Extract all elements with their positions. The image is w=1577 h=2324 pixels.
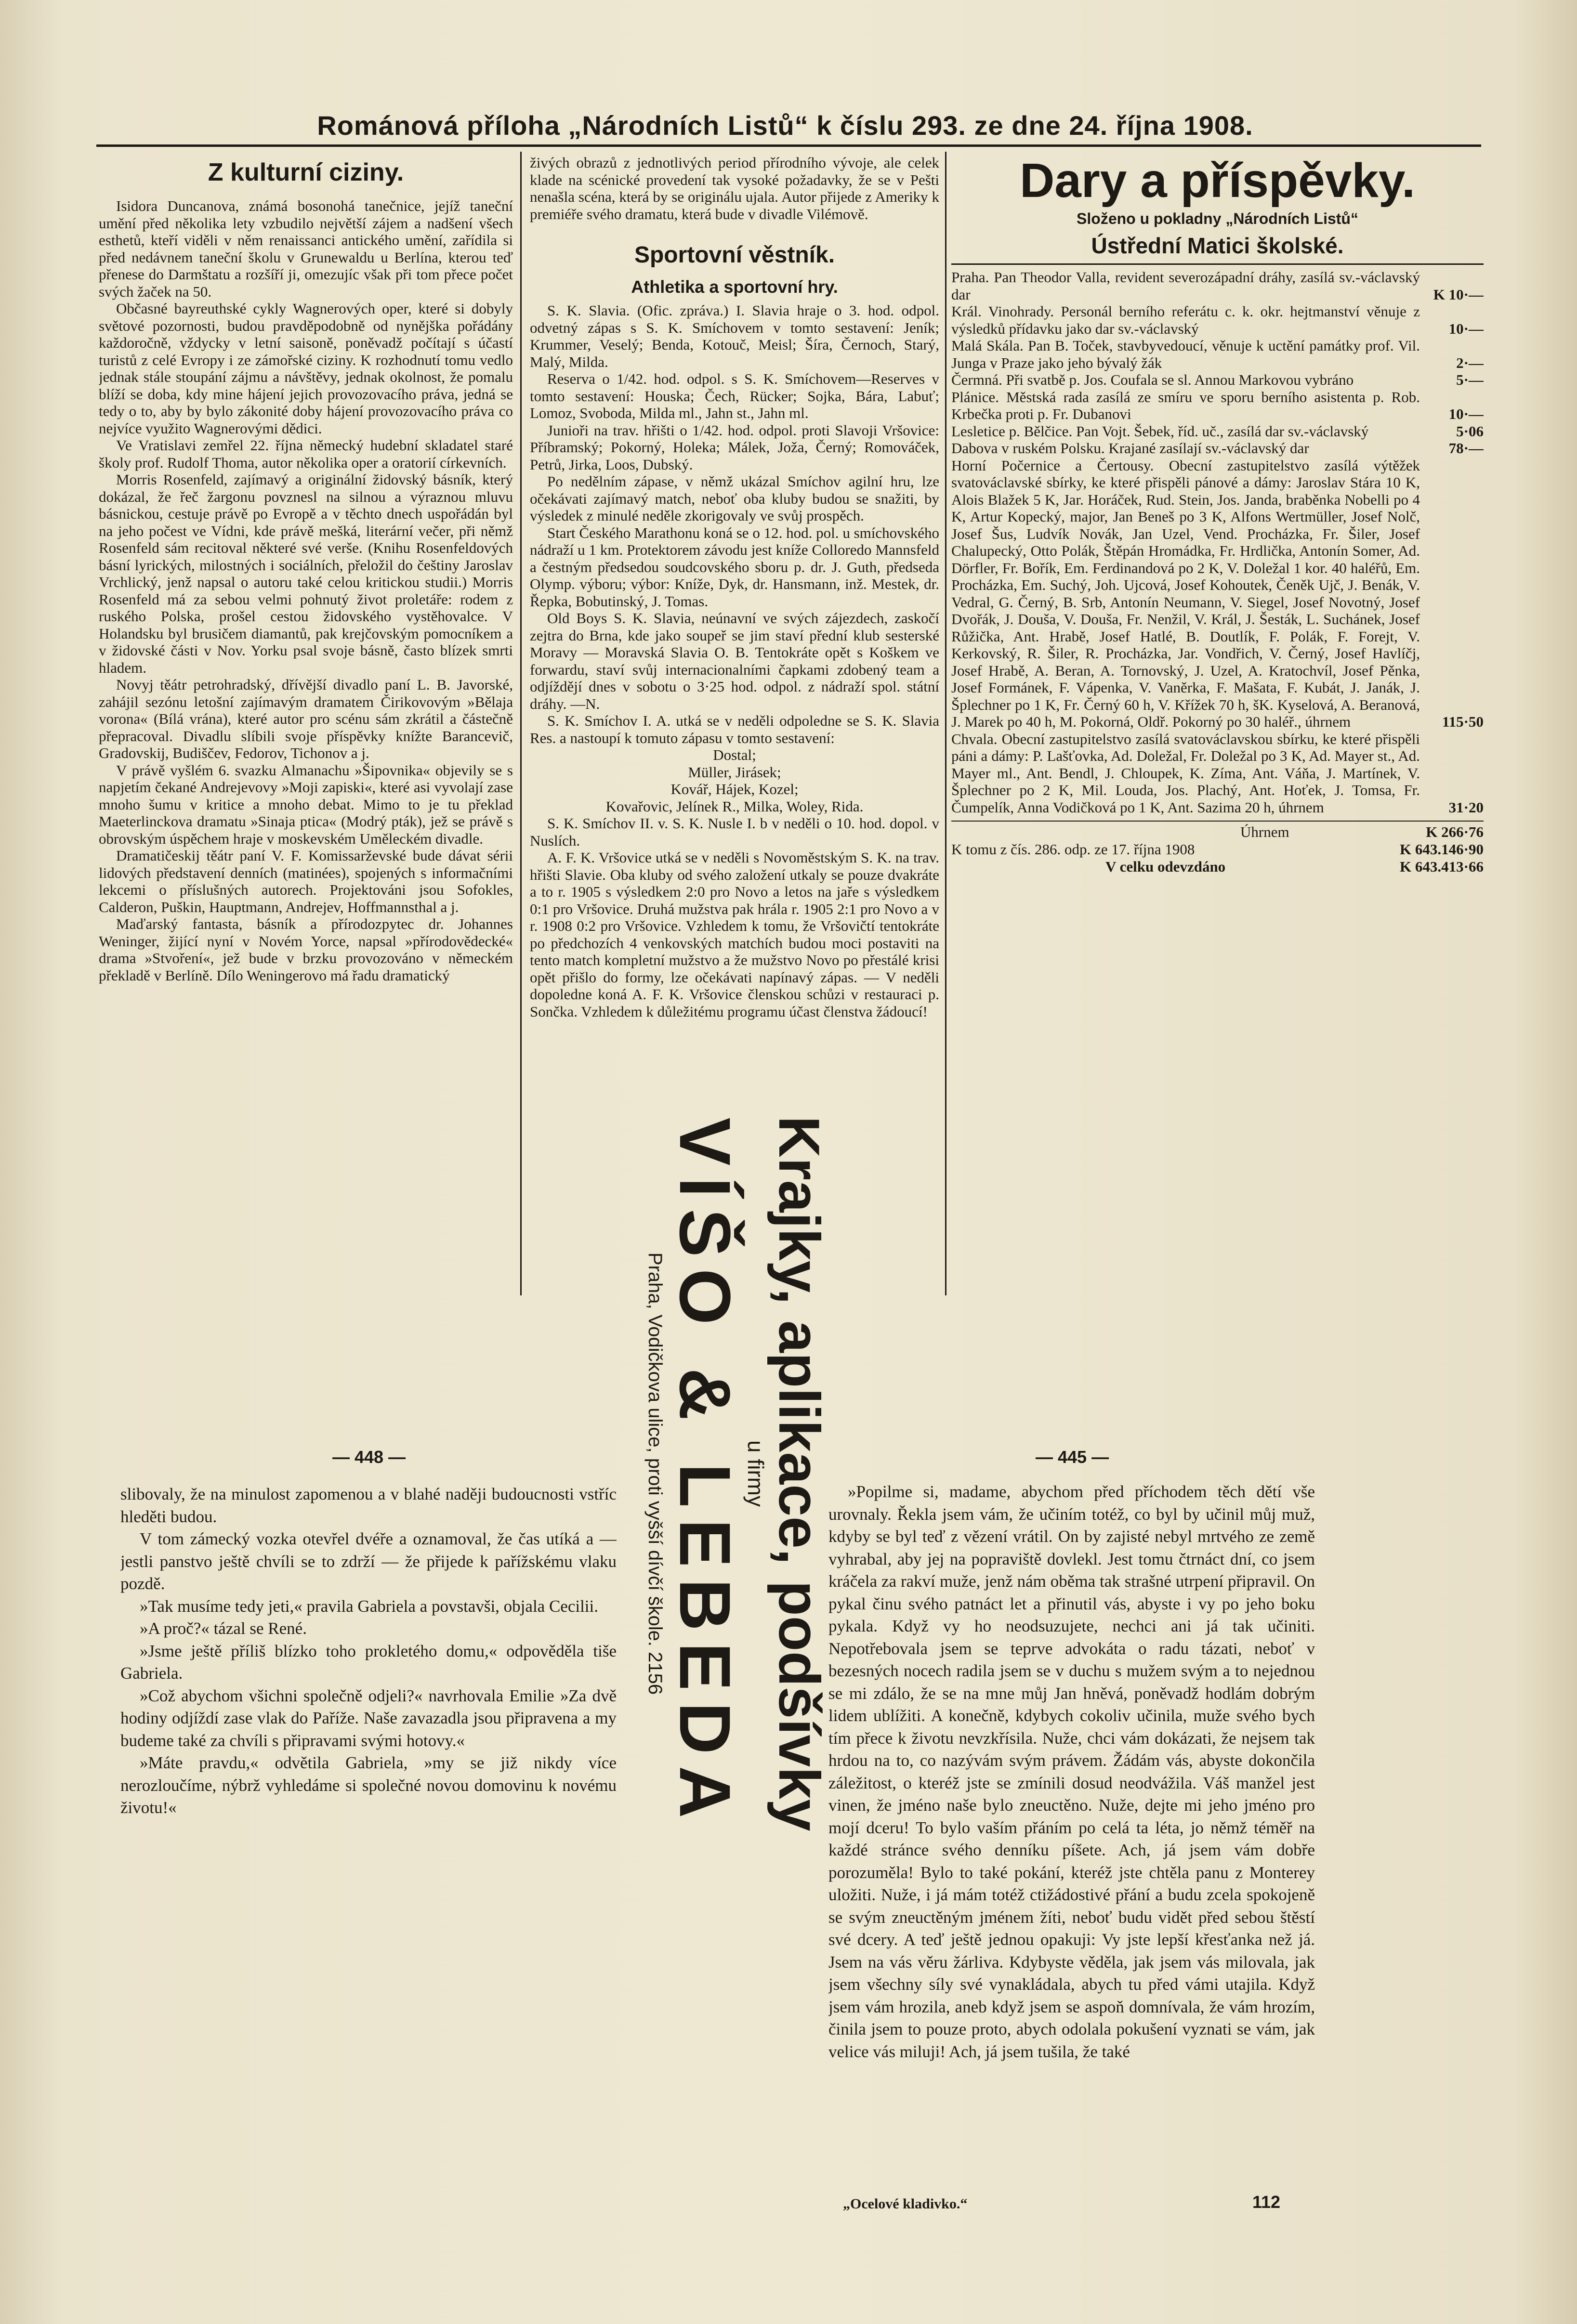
donation-amount: 115·50 [1442,713,1484,730]
kulturni-text [99,197,513,984]
advertisement-text [644,1116,830,1831]
column-rule [945,152,946,1295]
section-title-dary: Dary a příspěvky. [1020,154,1415,208]
dary-list [951,269,1484,816]
paragraph: V tom zámecký vozka otevřel dvéře a oznamoval, že čas utíká a — jestli panstvo ještě chvíli se to zdrží — že přijede k pařížskému vlaku pozdě. [120,1529,617,1593]
total-label: Úhrnem [1240,823,1289,840]
page-number-left: — 448 — [332,1447,406,1467]
lineup-line: Kovář, Hájek, Kozel; [670,781,799,797]
donation-amount: 2·— [1456,354,1484,371]
donation-entry [951,269,1484,303]
donation-entry [951,303,1484,337]
ad-line: u firmy [743,1440,768,1507]
right-page-story [828,1481,1315,2189]
paragraph: »Máte pravdu,« odvětila Gabriela, »my se již nikdy více nerozloučíme, nýbrž vyhledáme si společné novou domovinu k novému životu!« [120,1753,617,1817]
donation-text: Král. Vinohrady. Personál berního referátu c. k. okr. hejtmanství věnuje z výsledků přídavku jako dar sv.-václavský [951,303,1420,337]
donation-text: Lesletice p. Bělčice. Pan Vojt. Šebek, říd. uč., zasílá dar sv.-václavský [951,422,1369,440]
masthead: Románová příloha „Národních Listů“ k číslu 293. ze dne 24. října 1908. [317,110,1253,141]
dary-recipient: Ústřední Matici školské. [1091,233,1344,258]
previous-row [951,841,1484,858]
paragraph: Junioři na trav. hřišti o 1/42. hod. odpol. proti Slavoji Vršovice: Příbramský; Pokorný, Holeka; Málek, Joža, Černý; Romováček, Petrů, Jirka, Loos, Dubský. [530,421,939,473]
donation-entry [951,457,1484,731]
paragraph: »Jsme ještě příliš blízko toho prokletého domu,« odpověděla tiše Gabriela. [120,1641,617,1683]
section-subtitle-sport: Athletika a sportovní hry. [631,277,838,297]
donation-text: Plánice. Městská rada zasílá ze smíru ve sporu berního asistenta p. Rob. Krbečka proti p. Fr. Dubanovi [951,388,1420,422]
donation-text: Malá Skála. Pan B. Toček, stavbyvedoucí, věnuje k uctění památky prof. Vil. Junga v Praze jako jeho bývalý žák [951,337,1420,371]
donation-text: Dabova v ruském Polsku. Krajané zasílají sv.-václavský dar [951,440,1309,457]
paragraph: »A proč?« tázal se René. [140,1619,307,1638]
column-kulturni [99,154,513,1295]
lineup-line: Kovařovic, Jelínek R., Milka, Woley, Rida. [605,797,864,815]
left-page-story [120,1483,617,1868]
previous-amount: K 643.146·90 [1400,841,1484,858]
paragraph: Isidora Duncanova, známá bosonohá tanečnice, jejíž taneční umění před několika lety vzbudilo největší zájem a nadšení všech esthetů, kteří viděli v něm renaissanci antického umění, zařídila si před nedávnem taneční školu v Grunewaldu u Berlína, kterou teď přenese do Darmštatu a rozšíří ji, omezujíc však při tom přece počet svých žaček na 50. [99,197,513,300]
column-rule [520,152,522,1295]
lineup [530,746,939,815]
sport-intro [530,154,939,222]
paragraph: Reserva o 1/42. hod. odpol. s S. K. Smíchovem—Reserves v tomto sestavení: Houska; Čech, Rücker; Sojka, Bára, Labuť; Lomoz, Svoboda, Milda ml., Jahn st., Jahn ml. [530,370,939,421]
paragraph: Maďarský fantasta, básník a přírodozpytec dr. Johannes Weninger, žijící nyní v Novém Yorce, napsal »přírodovědecké« drama »Stvoření«, jež bude v brzku provozováno v německém překladě v Berlíně. Dílo Weningerovo má řadu dramatický [99,915,513,984]
ad-code: 2156 [644,1652,666,1695]
paragraph: slibovaly, že na minulost zapomenou a v blahé naději budoucnosti vstříc hleděti budou. [120,1485,617,1526]
paragraph: živých obrazů z jednotlivých period přírodního vývoje, ale celek klade na scénické provedení tak vysoké požadavky, že se v Pešti nenašla scéna, která by se originálu ujala. Autor přijede z Ameriky k premiéře svého dramatu, která bude v divadle Vilémově. [530,154,939,222]
masthead-rule [96,144,1481,147]
donation-text: Chvala. Obecní zastupitelstvo zasílá svatováclavskou sbírku, ke které přispěli páni a dámy: P. Lašťovka, Ad. Doležal, Fr. Doležal po 3 K, Ad. Mayer st., Ad. Mayer ml., Ant. Bendl, J. Chloupek, K. Zíma, Ant. Váňa, J. Martínek, V. Šplechner po 2 K, Mil. Louda, Jos. Plachý, Ant. Hoťek, J. Tomsa, Fr. Čumpelík, Anna Vodičková po 1 K, Ant. Sazima 20 h, úhrnem [951,730,1420,816]
donation-amount: 5·— [1456,371,1484,388]
paragraph: A. F. K. Vršovice utká se v neděli s Novoměstským S. K. na trav. hřišti Slavie. Oba kluby od svého založení utkaly se pouze dvakráte a to r. 1905 s výsledkem 2:0 pro Novo a letos na jaře s výsledkem 0:1 pro Vršovice. Druhá mužstva pak hrála r. 1905 2:1 pro Novo a v r. 1908 0:2 pro Vršovice. Vzhledem k tomu, že Vršovičtí tentokráte po předchozích 4 venkovských matchích budou moci postaviti na tento match kompletní mužstvo a že mužstvo Novo po přestálé krisi opět přišlo do formy, lze očekávati napínavý zápas. — V neděli dopoledne koná A. F. K. Vršovice členskou schůzi v restauraci p. Sončka. Vzhledem k důležitému programu účast členstva žádoucí! [530,849,939,1020]
grand-total-amount: K 643.413·66 [1400,858,1484,875]
ad-brand: VÍŠO & LEBEDA [665,1117,746,1830]
dary-subtitle: Složeno u pokladny „Národních Listů“ [1077,210,1358,227]
advertisement [641,896,833,2051]
story-footer-title: „Ocelové kladivko.“ [843,2196,968,2212]
lineup-line: Müller, Jirásek; [688,763,781,781]
dary-totals [951,821,1484,875]
ad-address: Praha, Vodičkova ulice, proti vyšší dívčí škole. 2156 [644,1252,666,1695]
section-title-sport: Sportovní věstník. [634,242,835,268]
paragraph: Start Českého Marathonu koná se o 12. hod. pol. u smíchovského nádraží u 1 km. Protektorem závodu jest kníže Colloredo Mannsfeld a čestným předsedou soudcovského sboru p. dr. J. Guth, předseda Olymp. výboru; výbor: Kníže, Dyk, dr. Hansmann, inž. Mestek, dr. Řepka, Bobutinský, J. Tomas. [530,524,939,610]
donation-text: Horní Počernice a Čertousy. Obecní zastupitelstvo zasílá výtěžek svatováclavské sbírky, ke které přispěli pánové a dámy: Jaroslav Stára 10 K, Alois Blažek 5 K, Jar. Horáček, Rud. Stein, Jos. Janda, braběnka Nobelli po 4 K, Artur Kopecký, major, Jan Beneš po 3 K, Alfons Wertmüller, Josef Nolč, Josef Šus, Ludvík Novák, Jan Uzel, Vend. Procházka, Fr. Šiler, Josef Chalupecký, Otto Polák, Štěpán Hromádka, Fr. Hrdlička, Antonín Somer, Ad. Dörfler, Fr. Bořík, Em. Ferdinandová po 2 K, V. Doležal 1 kor. 40 haléřů, Em. Procházka, Em. Suchý, Joh. Ujcová, Josef Kohoutek, Čeněk Ujč, J. Benák, V. Vedral, G. Černý, B. Srb, Antonín Neumann, V. Siegel, Josef Novotný, Josef Dvořák, J. Douša, V. Douša, Fr. Nenžil, V. Král, J. Šesták, L. Suchánek, Josef Růžička, Ant. Hrabě, Josef Hatlé, B. Doutlík, F. Polák, F. Forejt, V. Kerkovský, R. Šiler, R. Procházka, Jar. Vondřich, V. Černý, Josef Havlíčj, Josef Hrabě, A. Beran, A. Tornovský, J. Uzel, A. Kratochvíl, Josef Pěnka, Josef Formánek, F. Vápenka, V. Vaněrka, F. Mašata, F. Kubát, J. Janák, J. Šplechner po 1 K, Fr. Černý 60 h, V. Křížek 70 h, šK. Kyselová, A. Beranová, J. Marek po 40 h, M. Pokorná, Oldř. Pokorný po 30 haléř., úhrnem [951,457,1420,730]
page-number-right: — 445 — [1036,1447,1109,1467]
total-row [951,823,1484,841]
paragraph: Občasné bayreuthské cykly Wagnerových oper, které si dobyly světové pozornosti, budou pravděpodobně od nynějška pořádány každoročně, vždycky v letní saisoně, poněvadž počítají s účastí turistů z celé Evropy i ze zámořské ciziny. K rozhodnutí tomu vedlo jednak stále stoupání zájmu a návštěvy, jednak okolnost, že pomalu blíží se doba, kdy mine hájení jejich provozovacího práva, jedná se tedy o to, aby by bylo zákonité doby hájení provozovacího práva co nejvíce využito Wagnerovými dědici. [99,300,513,437]
donation-entry [951,731,1484,816]
donation-entry [951,440,1484,457]
donation-entry [951,423,1484,440]
paragraph: Po nedělním zápase, v němž ukázal Smíchov agilní hru, lze očekávati zajímavý match, neboť oba kluby budou se snažiti, by výsledek z minulé neděle zkorigovaly ve svůj prospěch. [530,473,939,524]
grand-total-label: V celku odevzdáno [1105,858,1226,875]
paragraph: Novyj těátr petrohradský, dřívější divadlo paní L. B. Javorské, zahájil sezónu letošní zajímavým dramatem Čirikovovým »Bělaja vorona« (Bílá vrána), které autor pro scénu sám zkrátil a částečně přepracoval. Divadlu slíbili svoje příspěvky knížte Barancevič, Gradovskij, Budiščev, Fedorov, Tichonov a j. [99,676,513,761]
paragraph: S. K. Slavia. (Ofic. zpráva.) I. Slavia hraje o 3. hod. odpol. odvetný zápas s S. K. Smíchovem v tomto sestavení: Jeník; Krummer, Veselý; Benda, Kotouč, Meisl; Šíra, Černoch, Starý, Malý, Milda. [530,302,939,370]
section-title-kulturni: Z kulturní ciziny. [208,158,404,186]
ad-line: Krajky, aplikace, podšívky [767,1116,831,1831]
donation-text: Čermná. Při svatbě p. Jos. Coufala se sl. Annou Markovou vybráno [951,371,1354,388]
paragraph: V právě vyšlém 6. svazku Almanachu »Šipovnika« objevily se s napjetím čekané Andrejevovy »Moji zapiski«, které asi vyvolají zase mnoho šumu v kritice a mnoho debat. Mimo to je tu překlad Maeterlinckova dramatu »Sinaja ptica« (Modrý pták), jež se právě s obrovským úspěchem hraje v moskevském Uměleckém divadle. [99,761,513,847]
paragraph: »Popilme si, madame, abychom před příchodem těch dětí vše urovnaly. Řekla jsem vám, že učiním totéž, co byl by učinil můj muž, kdyby se byl teď z vězení vrátil. On by zajisté nebyl mrtvého ze země vyhrabal, aby jej na popraviště dovlekl. Jest tomu čtrnáct dní, co jsem kráčela za rakví muže, jenž nám oběma tak strašné utrpení připravil. On pykal činu svého patnáct let a přinutil vás, abyste i vy po jeho boku pykala. Když vy ho neodsuzujete, nechci ani já tak učiniti. Nepotřebovala jsem se teprve advokáta o radu tázati, neboť v bezesných nocech radila jsem se v duchu s mužem svým a to nejednou se mi zdálo, že se na mne můj Jan hněvá, poněvadž hodlám dobrým lidem ublížiti. A konečně, kdybych cokoliv učinila, muže svého bych tím přece k životu nevzkřísila. Nuže, chci vám dokázati, že nejsem tak hrdou na to, co nazývám svým právem. Žádám vás, abyste dokončila záležitost, o kteréž jste se zmínili dosud neodvážila. Váš manžel jest vinen, že jméno naše bylo zneuctěno. Nuže, dejte mi jeho jméno pro mojí dceru! To bylo vaším přáním po celá ta léta, jo němž téměř na každé stránce svého denníku píšete. Ach, já jsem vám dobře porozuměla! Bylo to také pokání, kteréž jste chtěla panu z Monterey uložiti. Nuže, i já mám totéž ctižádostivé přání a budu zcela spokojeně se svým zneuctěným jménem žíti, neboť budu vidět před sebou štěstí své dcery. A teď ještě jednou opakuji: Vy jste lepší křesťanka než já. Jsem na vás věru žárliva. Kdybyste věděla, jak jsem vás milovala, jak jsem všechny síly své vynakládala, abych tu před vámi utajila. Když jsem vám hrozila, aneb když jsem se aspoň domnívala, že vám hrozím, činila jsem to pouze proto, abych odolala pokušení vyznati se vám, jak velice vás miluji! Ach, já jsem tušila, že také [828,1482,1315,2061]
total-amount: K 266·76 [1426,823,1484,840]
paragraph: Dramatičeskij těátr paní V. F. Komissarževské bude dávat sérii lidových představení denních (matinées), spojených s informačními lekcemi o příslušných autorech. Projektováni jsou Sofokles, Calderon, Puškin, Hauptmann, Andrejev, Hoffmannsthal a j. [99,847,513,915]
paragraph: S. K. Smíchov II. v. S. K. Nusle I. b v neděli o 10. hod. dopol. v Nuslích. [530,815,939,849]
paragraph: »Tak musíme tedy jeti,« pravila Gabriela a povstavši, objala Cecilii. [140,1596,599,1616]
donation-amount: 10·— [1448,405,1484,422]
previous-label: K tomu z čís. 286. odp. ze 17. října 1908 [951,841,1195,858]
donation-amount: 78·— [1448,440,1484,457]
lineup-line: Dostal; [713,746,756,763]
paragraph: Old Boys S. K. Slavia, neúnavní ve svých zájezdech, zaskočí zejtra do Brna, kde jako soupeř se jim staví přední klub sesterské Moravy — Moravská Slavia O. B. Tentokráte opět s Koškem ve forwardu, staví svůj internacionalními čapkami zdobený team a odjíždějí dnes v sobotu o 3·25 hod. odpol. z nádraží spol. státní dráhy. —N. [530,610,939,712]
donation-amount: 5·06 [1456,422,1484,440]
dary-rule [951,263,1484,265]
donation-entry [951,371,1484,389]
donation-amount: 10·— [1448,320,1484,337]
paragraph: S. K. Smíchov I. A. utká se v neděli odpoledne se S. K. Slavia Res. a nastoupí k tomuto zápasu v tomto sestavení: [530,712,939,746]
donation-amount: K 10·— [1433,286,1484,303]
donation-text: Praha. Pan Theodor Valla, revident severozápadní dráhy, zasílá sv.-václavský dar [951,269,1420,303]
paragraph: »Což abychom všichni společně odjeli?« navrhovala Emilie »Za dvě hodiny odjíždí zase vlak do Paříže. Naše zavazadla jsou připravena a my budeme také za chvíli s připravami svými hotovy.« [120,1686,617,1750]
donation-entry [951,337,1484,371]
column-dary [951,154,1484,1295]
paragraph: Morris Rosenfeld, zajímavý a originální židovský básník, který dokázal, že řeč žargonu povznesl na silnou a výraznou mluvu básnickou, cestuje právě po Evropě a v těchto dnech uspořádán byl na jeho počest ve Vídni, kde právě mešká, literární večer, při němž Rosenfeld sám recitoval některé své verše. (Knihu Rosenfeldových básní lyrických, milostných i sociálních, přeložil do češtiny Jaroslav Vrchlický, jenž napsal o autoru také celou kritickou studii.) Morris Rosenfeld má za sebou velmi pohnutý život proletáře: rodem z ruského Polska, prošel cestou židovského vystěhovalce. V Holandsku byl brusičem diamantů, pak krejčovským pomocníkem a v židovské části v Nov. Yorku psal svoje básně, často blízek smrti hladem. [99,471,513,676]
story-footer-number: 112 [1252,2192,1281,2212]
donation-entry [951,389,1484,423]
paragraph: Ve Vratislavi zemřel 22. října německý hudební skladatel staré školy prof. Rudolf Thoma, autor několika oper a oratorií církevních. [99,437,513,471]
grand-total-row [951,858,1484,875]
donation-amount: 31·20 [1448,798,1484,816]
